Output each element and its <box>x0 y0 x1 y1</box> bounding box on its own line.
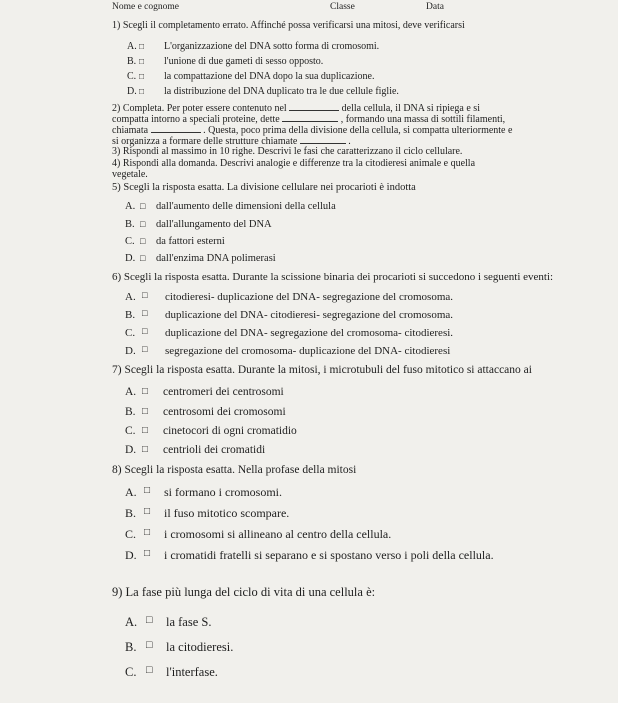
name-label: Nome e cognome <box>112 2 180 12</box>
question-1: 1) Scegli il completamento errato. Affinché possa verificarsi una mitosi, deve verificarsi <box>112 20 465 31</box>
checkbox-icon[interactable]: □ <box>142 345 148 355</box>
question-2-line-1: 2) Completa. Per poter essere contenuto nel della cellula, il DNA si ripiega e si <box>112 103 480 114</box>
question-6: 6) Scegli la risposta esatta. Durante la scissione binaria dei procarioti si succedono i seguenti eventi: <box>112 271 554 283</box>
checkbox-icon[interactable]: □ <box>139 71 145 81</box>
checkbox-icon[interactable]: □ <box>144 527 151 538</box>
question-2-line-3: chiamata . Questa, poco prima della divisione della cellula, si compatta ulteriormente e <box>112 125 513 136</box>
checkbox-icon[interactable]: □ <box>146 640 153 651</box>
fill-blank[interactable] <box>289 101 339 111</box>
fill-blank[interactable] <box>300 134 346 144</box>
date-label: Data <box>426 2 444 12</box>
question-4-line-1: 4) Rispondi alla domanda. Descrivi analogie e differenze tra la citodieresi animale e quella <box>112 158 476 169</box>
question-7: 7) Scegli la risposta esatta. Durante la mitosi, i microtubuli del fuso mitotico si attaccano ai <box>112 364 532 376</box>
checkbox-icon[interactable]: □ <box>144 548 151 559</box>
checkbox-icon[interactable]: □ <box>142 444 148 455</box>
checkbox-icon[interactable]: □ <box>139 86 145 96</box>
worksheet-page: Nome e cognome Classe Data 1) Scegli il completamento errato. Affinché possa verificarsi una mitosi, deve verificarsi A. □ L'organizzazione del DNA sotto forma di cromosomi. B. □ l'unione di due gameti di sesso opposto. C. □ la compattazione del DNA dopo la sua duplicazione. D. □ la distribuzione del DNA duplicato tra le due cellule figlie. 2) Completa. Per poter essere contenuto nel della cellula, il DNA si ripiega e si compatta intorno a speciali proteine, dette , formando una massa di sottili filamenti, chiamata . Questa, poco prima della divisione della cellula, si compatta ulteriormente e si organizza a formare delle strutture chiamate . 3) Rispondi al massimo in 10 righe. Descrivi le fasi che caratterizzano il ciclo cellulare. 4) Rispondi alla domanda. Descrivi analogie e differenze tra la citodieresi animale e quella vegetale. 5) Scegli la risposta esatta. La divisione cellulare nei procarioti è indotta A. □ dall'aumento delle dimensioni della cellula B. □ dall'allungamento del DNA C. □ da fattori esterni D. □ dall'enzima DNA polimerasi 6) Scegli la risposta esatta. Durante la scissione binaria dei procarioti si succedono i seguenti eventi: A. □ citodieresi- duplicazione del DNA- segregazione del cromosoma. B. □ duplicazione del DNA- citodieresi- segregazione del cromosoma. C. □ duplicazione del DNA- segregazione del cromosoma- citodieresi. D. □ segregazione del cromosoma- duplicazione del DNA- citodieresi 7) Scegli la risposta esatta. Durante la mitosi, i microtubuli del fuso mitotico si attaccano ai A. □ centromeri dei centrosomi B. □ centrosomi dei cromosomi C. □ cinetocori di ogni cromatidio D. □ centrioli dei cromatidi 8) Scegli la risposta esatta. Nella profase della mitosi A. □ si formano i cromosomi. B. □ il fuso mitotico scompare. C. □ i cromosomi si allineano al centro della cellula. D. □ i cromatidi fratelli si separano e si spostano verso i poli della cellula. 9) La fase più lunga del ciclo di vita di una cellula è: A. □ la fase S. B. □ la citodieresi. C. □ l'interfase. <box>112 2 554 679</box>
checkbox-icon[interactable]: □ <box>140 253 146 263</box>
checkbox-icon[interactable]: □ <box>142 309 148 319</box>
checkbox-icon[interactable]: □ <box>140 201 146 211</box>
question-9: 9) La fase più lunga del ciclo di vita di una cellula è: <box>112 585 376 599</box>
checkbox-icon[interactable]: □ <box>142 291 148 301</box>
fill-blank[interactable] <box>282 112 338 122</box>
checkbox-icon[interactable]: □ <box>146 615 153 626</box>
checkbox-icon[interactable]: □ <box>142 406 148 417</box>
checkbox-icon[interactable]: □ <box>139 56 145 66</box>
question-3: 3) Rispondi al massimo in 10 righe. Descrivi le fasi che caratterizzano il ciclo cellulare. <box>112 146 463 157</box>
question-5: 5) Scegli la risposta esatta. La divisione cellulare nei procarioti è indotta <box>112 182 416 193</box>
checkbox-icon[interactable]: □ <box>144 506 151 517</box>
question-4-line-2: vegetale. <box>112 169 148 180</box>
checkbox-icon[interactable]: □ <box>146 665 153 676</box>
question-2-line-2: compatta intorno a speciali proteine, dette , formando una massa di sottili filamenti, <box>112 114 506 125</box>
fill-blank[interactable] <box>151 123 201 133</box>
question-8: 8) Scegli la risposta esatta. Nella profase della mitosi <box>112 464 357 476</box>
checkbox-icon[interactable]: □ <box>140 236 146 246</box>
class-label: Classe <box>330 2 355 12</box>
checkbox-icon[interactable]: □ <box>142 327 148 337</box>
checkbox-icon[interactable]: □ <box>142 425 148 436</box>
checkbox-icon[interactable]: □ <box>139 41 145 51</box>
question-2-line-4: si organizza a formare delle strutture chiamate . <box>112 136 351 147</box>
checkbox-icon[interactable]: □ <box>144 485 151 496</box>
checkbox-icon[interactable]: □ <box>140 219 146 229</box>
checkbox-icon[interactable]: □ <box>142 386 148 397</box>
